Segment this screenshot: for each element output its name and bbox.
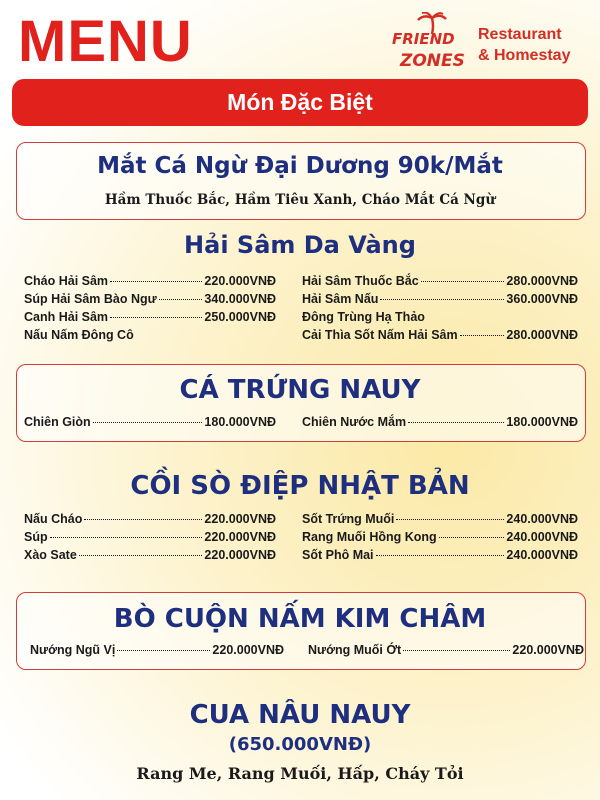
- list-item: Nướng Muối Ớt 220.000VNĐ: [308, 643, 584, 657]
- crab-title: CUA NÂU NAUY: [189, 700, 411, 730]
- list-item: Đông Trùng Hạ Thảo: [302, 310, 425, 324]
- brand-tagline: [478, 24, 570, 66]
- list-item: Cháo Hải Sâm 220.000VNĐ: [24, 274, 276, 288]
- list-item: Hải Sâm Nấu 360.000VNĐ: [302, 292, 578, 306]
- roe-fish-left-list: [24, 415, 276, 433]
- crab-price: (650.000VNĐ): [228, 734, 372, 755]
- list-item: Nấu Cháo 220.000VNĐ: [24, 512, 276, 526]
- fish-eye-subtitle: Hầm Thuốc Bắc, Hầm Tiêu Xanh, Cháo Mắt Cá Ngừ: [104, 192, 496, 208]
- roe-fish-right-list: [302, 415, 578, 433]
- list-item: Súp Hải Sâm Bào Ngư 340.000VNĐ: [24, 292, 276, 306]
- brand-name-line2: ZONES: [400, 51, 465, 71]
- list-item: Nấu Nấm Đông Cô: [24, 328, 134, 342]
- roe-fish-title: CÁ TRỨNG NAUY: [179, 375, 421, 405]
- list-item: Xào Sate 220.000VNĐ: [24, 548, 276, 562]
- brand-name-line1: FRIEND: [392, 30, 455, 48]
- list-item: Chiên Nước Mắm 180.000VNĐ: [302, 415, 578, 429]
- beef-roll-title: BÒ CUỘN NẤM KIM CHÂM: [113, 604, 487, 634]
- beef-roll-left-list: [30, 643, 284, 661]
- sea-cucumber-right-list: [302, 274, 578, 346]
- sea-cucumber-left-list: [24, 274, 276, 346]
- list-item: Cải Thìa Sốt Nấm Hải Sâm 280.000VNĐ: [302, 328, 578, 342]
- brand-tag-restaurant: Restaurant: [478, 26, 562, 43]
- crab-subtitle: Rang Me, Rang Muối, Hấp, Cháy Tỏi: [136, 764, 464, 783]
- brand-logo: [388, 12, 470, 74]
- list-item: Rang Muối Hồng Kong 240.000VNĐ: [302, 530, 578, 544]
- list-item: Súp 220.000VNĐ: [24, 530, 276, 544]
- scallop-left-list: [24, 512, 276, 566]
- list-item: Sốt Trứng Muối 240.000VNĐ: [302, 512, 578, 526]
- scallop-title: CỒI SÒ ĐIỆP NHẬT BẢN: [130, 471, 470, 501]
- scallop-right-list: [302, 512, 578, 566]
- list-item: Nướng Ngũ Vị 220.000VNĐ: [30, 643, 284, 657]
- list-item: Hải Sâm Thuốc Bắc 280.000VNĐ: [302, 274, 578, 288]
- beef-roll-right-list: [308, 643, 584, 661]
- sea-cucumber-title: Hải Sâm Da Vàng: [184, 231, 416, 259]
- list-item: Canh Hải Sâm 250.000VNĐ: [24, 310, 276, 324]
- page-title: MENU: [18, 9, 193, 74]
- list-item: Sốt Phô Mai 240.000VNĐ: [302, 548, 578, 562]
- fish-eye-title: Mắt Cá Ngừ Đại Dương 90k/Mắt: [97, 153, 503, 179]
- special-dishes-banner: Món Đặc Biệt: [12, 79, 588, 126]
- brand-tag-homestay: & Homestay: [478, 47, 571, 64]
- list-item: Chiên Giòn 180.000VNĐ: [24, 415, 276, 429]
